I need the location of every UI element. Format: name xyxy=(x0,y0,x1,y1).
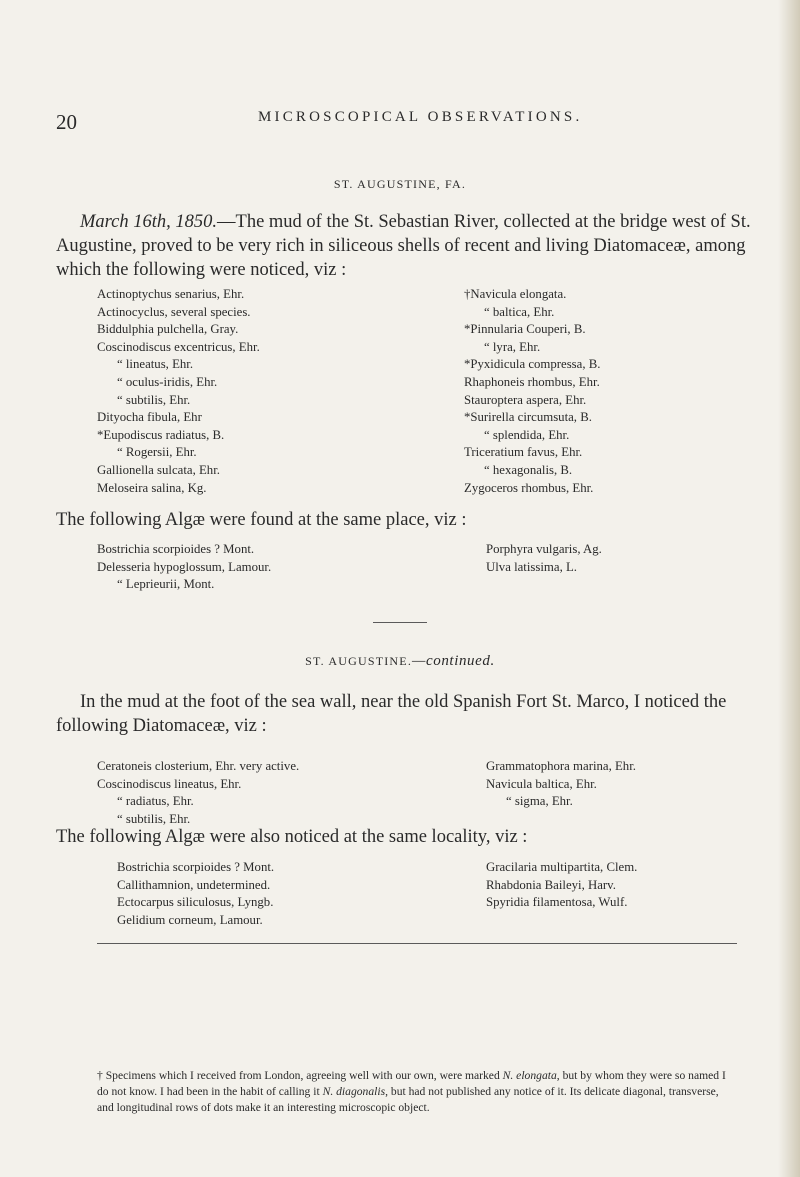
list-item: Navicula baltica, Ehr. xyxy=(486,776,597,791)
list-item: “ radiatus, Ehr. xyxy=(117,794,194,809)
list-item: Stauroptera aspera, Ehr. xyxy=(464,392,587,407)
list-item: Gracilaria multipartita, Clem. xyxy=(486,860,638,874)
algae-intro-paragraph-2: The following Algæ were also noticed at the same locality, viz : xyxy=(56,827,528,847)
algae-list-right xyxy=(486,541,602,576)
list-item: Actinocyclus, several species. xyxy=(97,304,251,319)
section1-intro-paragraph xyxy=(56,210,756,282)
section-divider xyxy=(373,622,427,623)
list-item: “ oculus-iridis, Ehr. xyxy=(117,374,218,389)
list-item: Callithamnion, undetermined. xyxy=(117,877,271,892)
list-item: Spyridia filamentosa, Wulf. xyxy=(486,895,628,910)
list-item: Gallionella sulcata, Ehr. xyxy=(97,462,220,477)
page-number: 20 xyxy=(56,110,77,134)
list-item: Zygoceros rhombus, Ehr. xyxy=(464,480,594,495)
list-item: *Surirella circumsuta, B. xyxy=(464,410,592,425)
list-item: “ lineatus, Ehr. xyxy=(117,357,194,372)
list-item: *Eupodiscus radiatus, B. xyxy=(97,427,225,442)
list-item: *Pyxidicula compressa, B. xyxy=(464,357,601,372)
list-item: Rhaphoneis rhombus, Ehr. xyxy=(464,374,600,389)
list-item: “ Rogersii, Ehr. xyxy=(117,445,197,460)
footnote-species-2: N. diagonalis xyxy=(322,1084,386,1098)
list-item: “ baltica, Ehr. xyxy=(484,304,555,319)
footnote-rule xyxy=(97,943,737,944)
list-item: Actinoptychus senarius, Ehr. xyxy=(97,287,245,301)
running-head: MICROSCOPICAL OBSERVATIONS. xyxy=(258,109,583,125)
list-item: Bostrichia scorpioides ? Mont. xyxy=(117,860,275,874)
intro-text: In the mud at the foot of the sea wall, near the old Spanish Fort St. Marco, I noticed the following Diatomaceæ, viz : xyxy=(56,692,727,736)
intro-text: —The mud of the St. Sebastian River, collected at the bridge west of St. Augustine, proved to be very rich in siliceous shells of recent and living Diatomaceæ, among which the following were noticed, viz : xyxy=(56,212,751,280)
list-item: Ectocarpus siliculosus, Lyngb. xyxy=(117,895,274,910)
list-item: Ceratoneis closterium, Ehr. very active. xyxy=(97,759,300,773)
list-item: Dityocha fibula, Ehr xyxy=(97,410,202,425)
list-item: Coscinodiscus excentricus, Ehr. xyxy=(97,339,260,354)
diatom-list-left xyxy=(97,286,260,497)
list-item: “ subtilis, Ehr. xyxy=(117,811,191,826)
list-item: Ulva latissima, L. xyxy=(486,559,577,574)
list-item: *Pinnularia Couperi, B. xyxy=(464,322,586,337)
algae-list-left xyxy=(97,541,271,594)
list-item: Meloseira salina, Kg. xyxy=(97,480,207,495)
list-item: Biddulphia pulchella, Gray. xyxy=(97,322,239,337)
algae-intro-paragraph: The following Algæ were found at the same place, viz : xyxy=(56,510,467,530)
list-item: “ lyra, Ehr. xyxy=(484,339,541,354)
list-item: Triceratium favus, Ehr. xyxy=(464,445,583,460)
heading-text: ST. AUGUSTINE. xyxy=(305,654,413,668)
algae-list-right-2 xyxy=(486,859,637,912)
list-item: Rhabdonia Baileyi, Harv. xyxy=(486,877,616,892)
footnote xyxy=(97,1068,727,1115)
list-item: Porphyra vulgaris, Ag. xyxy=(486,542,602,556)
section-heading-st-augustine: ST. AUGUSTINE, FA. xyxy=(333,177,467,191)
intro-date: March 16th, 1850. xyxy=(80,212,218,232)
list-item: “ sigma, Ehr. xyxy=(506,794,573,809)
heading-continued: —continued. xyxy=(412,653,495,669)
list-item: “ splendida, Ehr. xyxy=(484,427,570,442)
list-item: Grammatophora marina, Ehr. xyxy=(486,759,636,773)
list-item: “ Leprieurii, Mont. xyxy=(117,577,215,592)
list-item: Gelidium corneum, Lamour. xyxy=(117,912,263,927)
diatom-list-right-2 xyxy=(486,758,636,811)
footnote-species-1: N. elongata xyxy=(502,1069,557,1082)
list-item: Delesseria hypoglossum, Lamour. xyxy=(97,559,272,574)
diatom-list-left-2 xyxy=(97,758,299,828)
footnote-text-3: , but had not published any notice of it. Its delicate diagonal, transverse, and longitudinal rows of dots make it an interesting microscopic object. xyxy=(97,1084,719,1114)
section-heading-st-augustine-continued xyxy=(0,653,800,670)
footnote-text-1: † Specimens which I received from London, agreeing well with our own, were marked xyxy=(97,1069,503,1082)
footnote-text-2: , but by whom they were so named I do not know. I had been in the habit of calling it xyxy=(97,1069,726,1098)
algae-list-left-2 xyxy=(117,859,274,929)
list-item: Bostrichia scorpioides ? Mont. xyxy=(97,542,255,556)
diatom-list-right xyxy=(464,286,600,497)
section2-intro-paragraph xyxy=(56,690,756,738)
list-item: “ hexagonalis, B. xyxy=(484,462,573,477)
list-item: †Navicula elongata. xyxy=(464,287,567,301)
list-item: “ subtilis, Ehr. xyxy=(117,392,191,407)
list-item: Coscinodiscus lineatus, Ehr. xyxy=(97,776,242,791)
